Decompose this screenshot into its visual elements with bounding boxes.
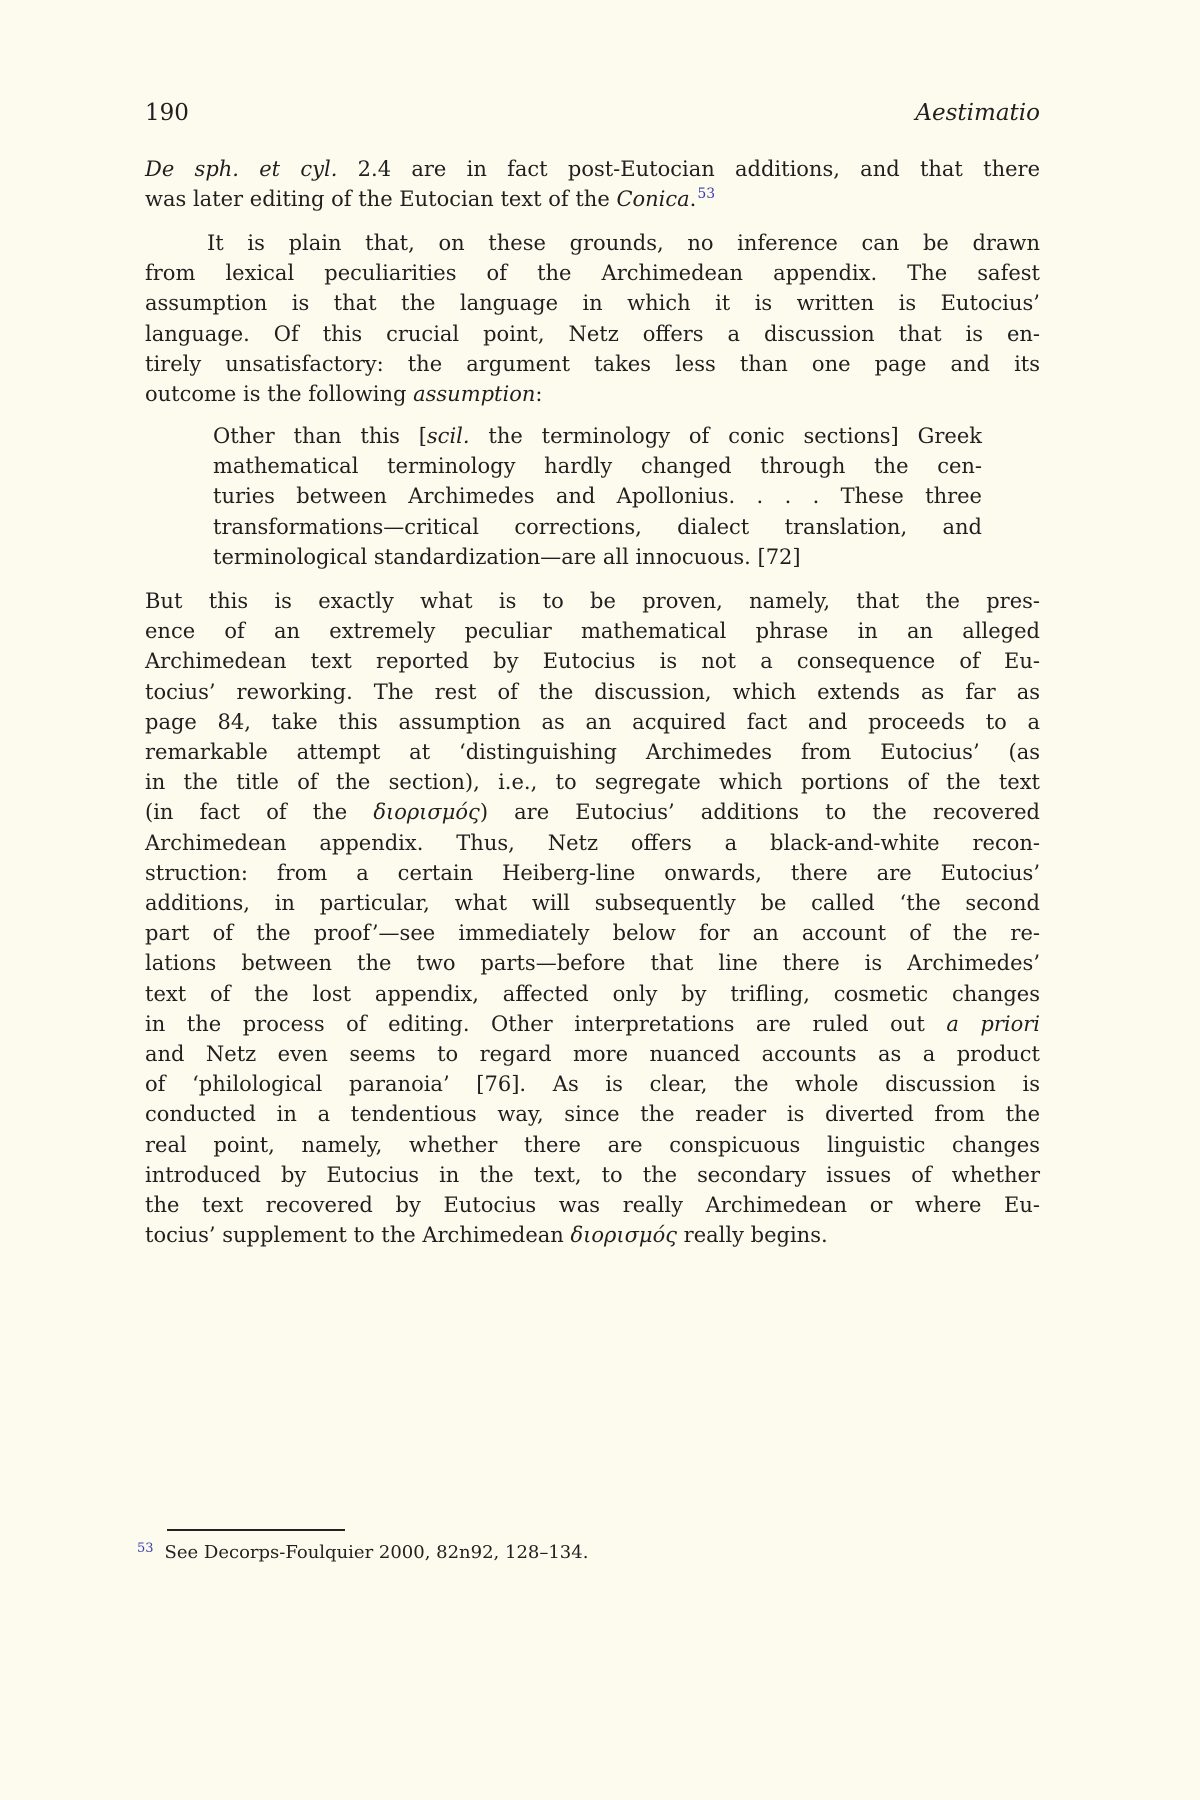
block-quote	[213, 421, 982, 572]
paragraph-discussion	[145, 586, 1040, 1250]
text-run: assumption is that the language in which it is written is Eutocius’	[145, 291, 1040, 316]
text-run: from lexical peculiarities of the Archimedean appendix. The safest	[145, 261, 1040, 286]
journal-title: Aestimatio	[915, 100, 1040, 126]
text-run: in the process of editing. Other interpretations are ruled out	[145, 1011, 947, 1036]
text-run: ence of an extremely peculiar mathematical phrase in an alleged	[145, 619, 1040, 644]
text-run: conducted in a tendentious way, since the reader is diverted from the	[145, 1102, 1040, 1127]
text-line	[145, 1130, 1040, 1160]
text-run: :	[535, 382, 543, 407]
text-line	[213, 542, 982, 572]
text-run: Other than this [	[213, 424, 427, 448]
text-run: in the title of the section), i.e., to segregate which portions of the text	[145, 770, 1040, 795]
paragraph-opening	[145, 154, 1040, 217]
text-run: struction: from a certain Heiberg-line onwards, there are Eutocius’	[145, 860, 1040, 885]
text-line	[145, 646, 1040, 676]
text-run: additions, in particular, what will subsequently be called ‘the second	[145, 891, 1040, 916]
text-line	[145, 737, 1040, 767]
text-line	[145, 154, 1040, 184]
text-run: 2.4 are in fact post-Eutocian additions, and that there	[357, 157, 1040, 181]
footnote	[137, 1540, 1040, 1568]
text-line	[145, 1220, 1040, 1250]
text-run: part of the proof’—see immediately below for an account of the re-	[145, 921, 1040, 946]
text-run: scil.	[426, 424, 470, 448]
text-line	[145, 797, 1040, 827]
text-line	[145, 184, 1040, 217]
text-line	[145, 1190, 1040, 1220]
text-run: terminological standardization—are all innocuous. [72]	[213, 544, 801, 569]
text-run: Archimedean appendix. Thus, Netz offers a black-and-white recon-	[145, 830, 1040, 855]
footnote-reference: 53	[697, 186, 716, 203]
text-run: real point, namely, whether there are conspicuous linguistic changes	[145, 1132, 1040, 1157]
text-run: a priori	[946, 1011, 1040, 1036]
footnote-marker: 53	[137, 1541, 154, 1556]
footnote-rule	[167, 1529, 345, 1531]
footnote-text: See Decorps-Foulquier 2000, 82n92, 128–134.	[164, 1542, 589, 1563]
paragraph-argument	[145, 228, 1040, 409]
text-run: outcome is the following	[145, 382, 414, 407]
text-line	[145, 1099, 1040, 1129]
text-line	[145, 918, 1040, 948]
text-run: mathematical terminology hardly changed through the cen-	[213, 454, 982, 479]
text-run: remarkable attempt at ‘distinguishing Archimedes from Eutocius’ (as	[145, 740, 1040, 765]
text-run: (in fact of the	[145, 800, 374, 825]
text-run: ) are Eutocius’ additions to the recovered	[479, 800, 1041, 825]
text-line	[213, 421, 982, 451]
text-line	[145, 1069, 1040, 1099]
text-run: of ‘philological paranoia’ [76]. As is clear, the whole discussion is	[145, 1072, 1040, 1097]
text-line	[145, 1039, 1040, 1069]
text-line	[145, 858, 1040, 888]
text-run: really begins.	[677, 1223, 828, 1248]
text-run: the terminology of conic sections] Greek	[469, 424, 982, 448]
text-run: was later editing of the Eutocian text of the	[145, 187, 617, 212]
text-line	[145, 258, 1040, 288]
text-run: introduced by Eutocius in the text, to the secondary issues of whether	[145, 1162, 1040, 1187]
text-line	[145, 948, 1040, 978]
text-line	[145, 1160, 1040, 1190]
text-line	[145, 828, 1040, 858]
text-run: Archimedean text reported by Eutocius is not a consequence of Eu-	[145, 649, 1040, 674]
text-line	[213, 451, 982, 481]
text-line	[145, 228, 1040, 258]
text-run: tirely unsatisfactory: the argument takes less than one page and its	[145, 351, 1040, 376]
text-run: διορισμός	[373, 800, 480, 825]
text-run: De sph. et cyl.	[145, 157, 358, 181]
text-line	[145, 616, 1040, 646]
text-line	[145, 707, 1040, 737]
text-run: and Netz even seems to regard more nuanced accounts as a product	[145, 1042, 1040, 1067]
text-run: But this is exactly what is to be proven, namely, that the pres-	[145, 589, 1040, 613]
text-run: page 84, take this assumption as an acquired fact and proceeds to a	[145, 709, 1040, 734]
text-run: transformations—critical corrections, dialect translation, and	[213, 514, 982, 539]
text-line	[213, 512, 982, 542]
text-line	[145, 677, 1040, 707]
text-run: lations between the two parts—before that line there is Archimedes’	[145, 951, 1040, 976]
text-run: .	[689, 187, 697, 212]
text-run: It is plain that, on these grounds, no inference can be drawn	[207, 231, 1040, 255]
page-number: 190	[145, 100, 189, 126]
text-run: the text recovered by Eutocius was really Archimedean or where Eu-	[145, 1193, 1040, 1218]
text-line	[145, 586, 1040, 616]
text-run: tocius’ supplement to the Archimedean	[145, 1223, 571, 1248]
text-line	[145, 379, 1040, 409]
text-line	[145, 888, 1040, 918]
text-run: language. Of this crucial point, Netz offers a discussion that is en-	[145, 321, 1040, 346]
text-line	[145, 767, 1040, 797]
text-run: text of the lost appendix, affected only by trifling, cosmetic changes	[145, 981, 1040, 1006]
text-run: assumption	[413, 382, 536, 407]
text-line	[145, 979, 1040, 1009]
page-header	[145, 99, 1040, 127]
text-line	[145, 1009, 1040, 1039]
text-line	[145, 319, 1040, 349]
text-run: tocius’ reworking. The rest of the discussion, which extends as far as	[145, 679, 1040, 704]
text-line	[145, 349, 1040, 379]
text-run: Conica	[616, 187, 690, 212]
text-run: turies between Archimedes and Apollonius. . . . These three	[213, 484, 982, 509]
text-run: διορισμός	[570, 1223, 677, 1248]
text-line	[145, 288, 1040, 318]
text-line	[213, 481, 982, 511]
